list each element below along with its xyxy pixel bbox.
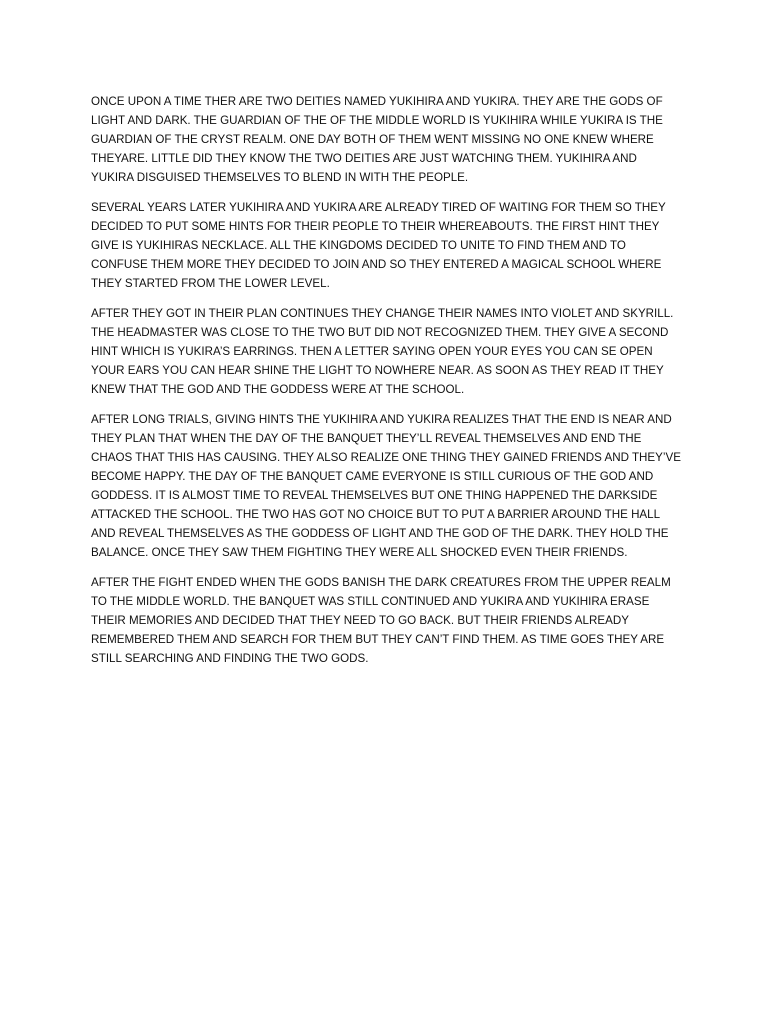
paragraph-5: AFTER THE FIGHT ENDED WHEN THE GODS BANISH THE DARK CREATURES FROM THE UPPER REALM TO THE MIDDLE WORLD. THE BANQUET WAS STILL CONTINUED AND YUKIRA AND YUKIHIRA ERASE THEIR MEMORIES AND DECIDED THAT THEY NEED TO GO BACK. BUT THEIR FRIENDS ALREADY REMEMBERED THEM AND SEARCH FOR THEM BUT THEY CAN’T FIND THEM. AS TIME GOES THEY ARE STILL SEARCHING AND FINDING THE TWO GODS. [91,576,671,665]
story-text [91,92,681,679]
paragraph-2: SEVERAL YEARS LATER YUKIHIRA AND YUKIRA ARE ALREADY TIRED OF WAITING FOR THEM SO THEY DECIDED TO PUT SOME HINTS FOR THEIR PEOPLE TO THEIR WHEREABOUTS. THE FIRST HINT THEY GIVE IS YUKIHIRAS NECKLACE. ALL THE KINGDOMS DECIDED TO UNITE TO FIND THEM AND TO CONFUSE THEM MORE THEY DECIDED TO JOIN AND SO THEY ENTERED A MAGICAL SCHOOL WHERE THEY STARTED FROM THE LOWER LEVEL. [91,201,666,290]
paragraph-1: ONCE UPON A TIME THER ARE TWO DEITIES NAMED YUKIHIRA AND YUKIRA. THEY ARE THE GODS OF LIGHT AND DARK. THE GUARDIAN OF THE OF THE MIDDLE WORLD IS YUKIHIRA WHILE YUKIRA IS THE GUARDIAN OF THE CRYST REALM. ONE DAY BOTH OF THEM WENT MISSING NO ONE KNEW WHERE THEYARE. LITTLE DID THEY KNOW THE TWO DEITIES ARE JUST WATCHING THEM. YUKIHIRA AND YUKIRA DISGUISED THEMSELVES TO BLEND IN WITH THE PEOPLE. [91,95,663,184]
paragraph-3: AFTER THEY GOT IN THEIR PLAN CONTINUES THEY CHANGE THEIR NAMES INTO VIOLET AND SKYRILL. THE HEADMASTER WAS CLOSE TO THE TWO BUT DID NOT RECOGNIZED THEM. THEY GIVE A SECOND HINT WHICH IS YUKIRA’S EARRINGS. THEN A LETTER SAYING OPEN YOUR EYES YOU CAN SE OPEN YOUR EARS YOU CAN HEAR SHINE THE LIGHT TO NOWHERE NEAR. AS SOON AS THEY READ IT THEY KNEW THAT THE GOD AND THE GODDESS WERE AT THE SCHOOL. [91,307,674,396]
paragraph-4: AFTER LONG TRIALS, GIVING HINTS THE YUKIHIRA AND YUKIRA REALIZES THAT THE END IS NEAR AND THEY PLAN THAT WHEN THE DAY OF THE BANQUET THEY’LL REVEAL THEMSELVES AND END THE CHAOS THAT THIS HAS CAUSING. THEY ALSO REALIZE ONE THING THEY GAINED FRIENDS AND THEY’VE BECOME HAPPY. THE DAY OF THE BANQUET CAME EVERYONE IS STILL CURIOUS OF THE GOD AND GODDESS. IT IS ALMOST TIME TO REVEAL THEMSELVES BUT ONE THING HAPPENED THE DARKSIDE ATTACKED THE SCHOOL. THE TWO HAS GOT NO CHOICE BUT TO PUT A BARRIER AROUND THE HALL AND REVEAL THEMSELVES AS THE GODDESS OF LIGHT AND THE GOD OF THE DARK. THEY HOLD THE BALANCE. ONCE THEY SAW THEM FIGHTING THEY WERE ALL SHOCKED EVEN THEIR FRIENDS. [91,413,681,559]
